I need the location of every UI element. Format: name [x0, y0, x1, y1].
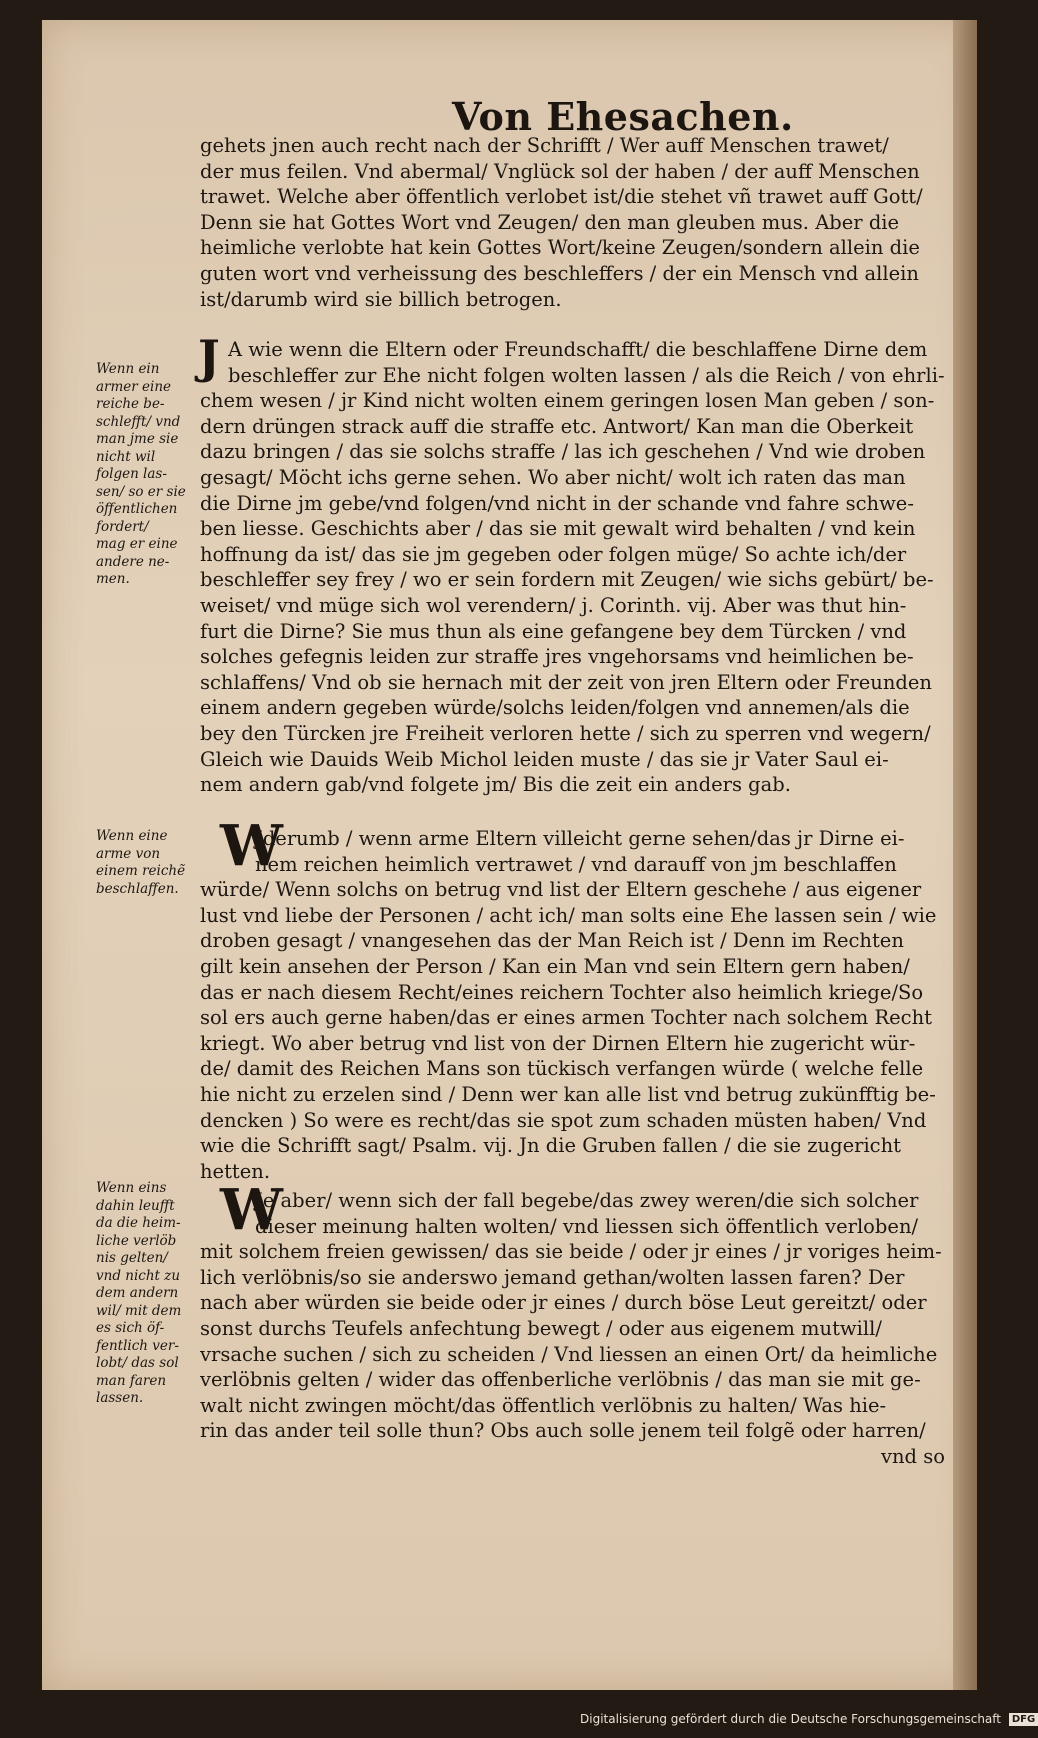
text-line: chem wesen / jr Kind nicht wolten einem geringen losen Man geben / son- [200, 389, 935, 413]
text-line: mit solchem freien gewissen/ das sie beide / oder jr eines / jr voriges heim- [200, 1240, 942, 1264]
text-line: guten wort vnd verheissung des beschleffers / der ein Mensch vnd allein [200, 261, 919, 285]
drop-capital: J [198, 330, 220, 384]
gloss-line: beschlaffen. [96, 880, 179, 897]
gloss-line: öffentlichen [96, 501, 178, 517]
text-line: A wie wenn die Eltern oder Freundschafft/ die beschlaffene Dirne dem [228, 338, 928, 361]
running-header: Von Ehesachen. [452, 94, 794, 139]
gloss-line: sen/ so er sie [96, 483, 186, 500]
gloss-line: arme von [96, 845, 161, 862]
gloss-line: wil/ mit dem [96, 1302, 182, 1319]
credit-text: Digitalisierung gefördert durch die Deutsche Forschungsgemeinschaft [580, 1712, 1002, 1726]
text-line: Denn sie hat Gottes Wort vnd Zeugen/ den man gleuben mus. Aber die [200, 210, 900, 234]
text-line: rin das ander teil solle thun? Obs auch solle jenem teil folgẽ oder harren/ [200, 1419, 926, 1443]
text-line: gesagt/ Möcht ichs gerne sehen. Wo aber nicht/ wolt ich raten das man [200, 465, 906, 489]
text-line: verlöbnis gelten / wider das offenberliche verlöbnis / das man sie mit ge- [200, 1368, 921, 1392]
text-line: furt die Dirne? Sie mus thun als eine gefangene bey dem Türcken / vnd [200, 619, 907, 643]
text-line: würde/ Wenn solchs on betrug vnd list der Eltern geschehe / aus eigener [200, 878, 922, 902]
gloss-line: einem reichẽ [96, 863, 186, 879]
drop-capital: W [220, 813, 283, 879]
text-line: gehets jnen auch recht nach der Schrifft / Wer auff Menschen trawet/ [200, 134, 889, 157]
gloss-line: lobt/ das sol [96, 1355, 179, 1371]
text-line: nem reichen heimlich vertrawet / vnd darauff von jm beschlaffen [255, 852, 897, 876]
gloss-line: man jme sie [96, 431, 179, 447]
gloss-line: nis gelten/ [96, 1250, 168, 1266]
gloss-line: armer eine [96, 378, 172, 395]
text-line: lich verlöbnis/so sie anderswo jemand gethan/wolten lassen faren? Der [200, 1265, 905, 1289]
gloss-line: Wenn ein [96, 361, 160, 377]
text-line: sol ers auch gerne haben/das er eines armen Tochter nach solchem Recht [200, 1006, 932, 1030]
margin-note-2 [96, 828, 196, 898]
gloss-line: liche verlöb [96, 1232, 177, 1249]
text-line: walt nicht zwingen möcht/das öffentlich verlöbnis zu halten/ Was hie- [200, 1393, 887, 1417]
gloss-line: fentlich ver- [96, 1337, 179, 1354]
text-line: de/ damit des Reichen Mans son tückisch verfangen würde ( welche felle [200, 1057, 924, 1081]
catchword: vnd so [880, 1444, 945, 1468]
gloss-line: es sich öf- [96, 1320, 165, 1336]
text-line: schlaffens/ Vnd ob sie hernach mit der zeit von jren Eltern oder Freunden [200, 670, 932, 694]
text-line: einem andern gegeben würde/solchs leiden/folgen vnd annemen/als die [200, 696, 910, 720]
text-line: gilt kein ansehen der Person / Kan ein Man vnd sein Eltern gern haben/ [200, 954, 910, 978]
text-line: heimliche verlobte hat kein Gottes Wort/keine Zeugen/sondern allein die [200, 236, 920, 260]
gloss-line: man faren [96, 1372, 167, 1389]
text-line: dazu bringen / das sie solchs straffe / las ich geschehen / Vnd wie droben [200, 440, 926, 464]
text-line: bey den Türcken jre Freiheit verloren hette / sich zu sperren vnd wegern/ [200, 721, 931, 745]
text-line: Jderumb / wenn arme Eltern villeicht gerne sehen/das jr Dirne ei- [255, 827, 905, 850]
text-line: hie nicht zu erzelen sind / Denn wer kan alle list vnd betrug zukünfftig be- [200, 1082, 936, 1106]
text-line: hoffnung da ist/ das sie jm gegeben oder folgen müge/ So achte ich/der [200, 542, 907, 566]
margin-note-1 [96, 361, 196, 589]
paragraph-4 [200, 1188, 965, 1470]
gloss-line: vnd nicht zu [96, 1267, 181, 1284]
text-line: das er nach diesem Recht/eines reichern Tochter also heimlich kriege/So [200, 980, 924, 1004]
text-line: weiset/ vnd müge sich wol verendern/ j. Corinth. vij. Aber was thut hin- [200, 593, 907, 617]
gloss-line: nicht wil [96, 448, 156, 465]
gloss-line: folgen las- [96, 466, 167, 482]
text-line: nach aber würden sie beide oder jr eines / durch böse Leut gereitzt/ oder [200, 1291, 927, 1315]
text-line: beschleffer sey frey / wo er sein fordern mit Zeugen/ wie sichs gebürt/ be- [200, 568, 934, 592]
gloss-line: dahin leufft [96, 1197, 175, 1214]
dfg-logo: DFG [1009, 1713, 1038, 1726]
paragraph-3 [200, 826, 965, 1184]
text-line: kriegt. Wo aber betrug vnd list von der Dirnen Eltern hie zugericht wür- [200, 1031, 916, 1055]
text-line: lust vnd liebe der Personen / acht ich/ man solts eine Ehe lassen sein / wie [200, 903, 937, 927]
gloss-line: schlefft/ vnd [96, 413, 181, 430]
digitization-credit [580, 1712, 1036, 1732]
text-line: trawet. Welche aber öffentlich verlobet ist/die stehet vñ trawet auff Gott/ [200, 185, 923, 209]
gloss-line: andere ne- [96, 553, 170, 570]
text-line: Je aber/ wenn sich der fall begebe/das zwey weren/die sich solcher [255, 1189, 919, 1212]
gloss-line: da die heim- [96, 1215, 181, 1231]
text-line: dieser meinung halten wolten/ vnd liessen sich öffentlich verloben/ [255, 1214, 919, 1238]
paragraph-2 [200, 337, 965, 798]
gloss-line: Wenn eine [96, 828, 168, 844]
text-line: sonst durchs Teufels anfechtung bewegt / oder aus eigenem mutwill/ [200, 1316, 882, 1340]
gloss-line: reiche be- [96, 396, 165, 412]
text-line: ist/darumb wird sie billich betrogen. [200, 287, 562, 311]
margin-note-3 [96, 1180, 196, 1408]
gloss-line: fordert/ [96, 518, 149, 535]
text-line: droben gesagt / vnangesehen das der Man Reich ist / Denn im Rechten [200, 929, 904, 953]
text-line: ben liesse. Geschichts aber / das sie mit gewalt wird behalten / vnd kein [200, 517, 916, 541]
text-line: vrsache suchen / sich zu scheiden / Vnd liessen an einen Ort/ da heimliche [200, 1342, 938, 1366]
gloss-line: dem andern [96, 1285, 179, 1301]
text-line: nem andern gab/vnd folgete jm/ Bis die zeit ein anders gab. [200, 773, 791, 797]
text-line: beschleffer zur Ehe nicht folgen wolten lassen / als die Reich / von ehrli- [228, 363, 945, 387]
text-line: dern drüngen strack auff die straffe etc. Antwort/ Kan man die Oberkeit [200, 414, 914, 438]
text-line: solches gefegnis leiden zur straffe jres vngehorsams vnd heimlichen be- [200, 645, 914, 669]
gloss-line: Wenn eins [96, 1180, 167, 1196]
text-line: der mus feilen. Vnd abermal/ Vnglück sol der haben / der auff Menschen [200, 159, 920, 183]
text-line: die Dirne jm gebe/vnd folgen/vnd nicht in der schande vnd fahre schwe- [200, 491, 914, 515]
drop-capital: W [220, 1177, 283, 1243]
gloss-line: lassen. [96, 1390, 144, 1406]
text-line: hetten. [200, 1159, 271, 1183]
text-line: wie die Schrifft sagt/ Psalm. vij. Jn die Gruben fallen / die sie zugericht [200, 1134, 902, 1158]
text-line: dencken ) So were es recht/das sie spot zum schaden müsten haben/ Vnd [200, 1108, 927, 1132]
paragraph-1 [200, 133, 965, 312]
gloss-line: men. [96, 571, 130, 587]
gloss-line: mag er eine [96, 536, 178, 552]
text-line: Gleich wie Dauids Weib Michol leiden muste / das sie jr Vater Saul ei- [200, 747, 889, 771]
